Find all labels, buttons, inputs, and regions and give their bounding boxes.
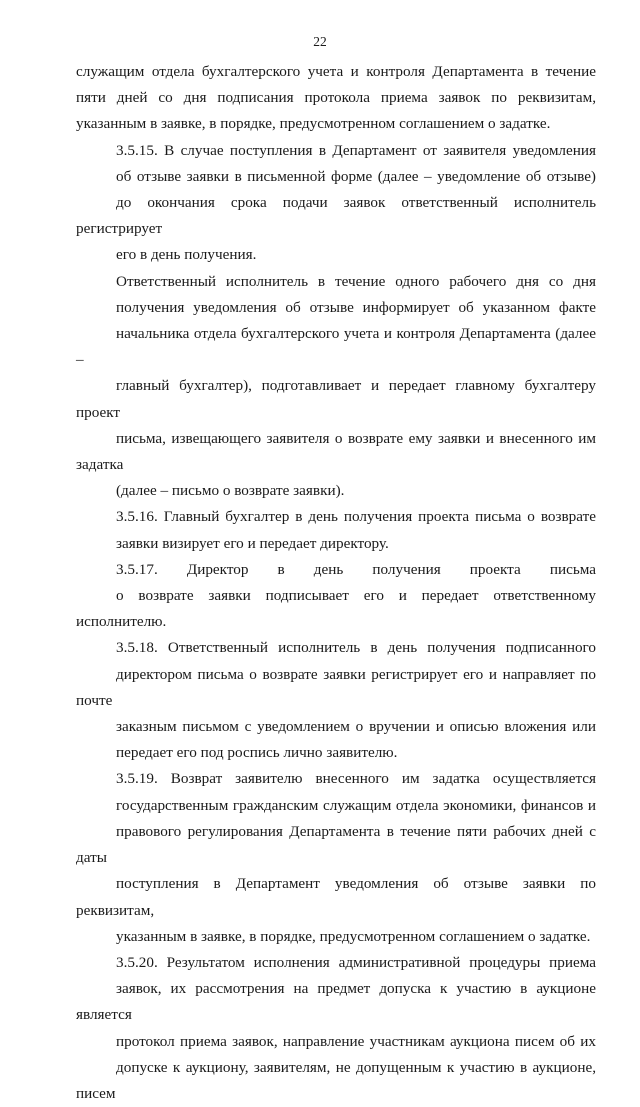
text-line: поступления в Департамент уведомления об отзыве заявки по реквизитам, xyxy=(76,875,596,919)
paragraph-continuation xyxy=(76,59,596,138)
text-line: главный бухгалтер), подготавливает и передает главному бухгалтеру проект xyxy=(76,377,596,421)
text-line: начальника отдела бухгалтерского учета и контроля Департамента (далее – xyxy=(76,325,596,369)
text-line: письма, извещающего заявителя о возврате ему заявки и внесенного им задатка xyxy=(76,429,596,474)
text-line: Ответственный исполнитель в течение одного рабочего дня со дня xyxy=(116,272,596,290)
text-line: правового регулирования Департамента в течение пяти рабочих дней с даты xyxy=(76,822,596,867)
body-text xyxy=(76,59,596,1107)
text-line: пяти дней со дня подписания протокола приема заявок по реквизитам, xyxy=(76,89,596,107)
text-line: протокол приема заявок, направление участникам аукциона писем об их xyxy=(116,1032,596,1050)
text-line: государственным гражданским служащим отдела экономики, финансов и xyxy=(116,796,596,814)
paragraph-3-5-20 xyxy=(76,950,596,1107)
paragraph-responsible-executor xyxy=(76,269,596,505)
text-line: (далее – письмо о возврате заявки). xyxy=(116,482,345,500)
text-line: получения уведомления об отзыве информирует об указанном факте xyxy=(116,298,596,316)
paragraph-3-5-18 xyxy=(76,635,596,766)
text-line: указанным в заявке, в порядке, предусмотренном соглашением о задатке. xyxy=(116,927,591,945)
text-line: до окончания срока подачи заявок ответственный исполнитель регистрирует xyxy=(76,194,596,238)
paragraph-3-5-17 xyxy=(76,557,596,636)
text-line: 3.5.15. В случае поступления в Департамент от заявителя уведомления xyxy=(116,141,596,159)
text-line: служащим отдела бухгалтерского учета и контроля Департамента в течение xyxy=(76,63,596,80)
text-line: 3.5.17. Директор в день получения проекта письма xyxy=(116,560,596,578)
text-line: допуске к аукциону, заявителям, не допущенным к участию в аукционе, писем xyxy=(76,1058,596,1102)
text-line: об отзыве заявки в письменной форме (далее – уведомление об отзыве) xyxy=(116,167,596,185)
text-line: заказным письмом с уведомлением о вручении и описью вложения или xyxy=(116,718,596,736)
paragraph-3-5-15 xyxy=(76,138,596,269)
text-line: указанным в заявке, в порядке, предусмотренном соглашением о задатке. xyxy=(76,115,551,133)
text-line: о возврате заявки подписывает его и передает ответственному исполнителю. xyxy=(76,587,596,631)
paragraph-3-5-19 xyxy=(76,766,596,949)
text-line: 3.5.20. Результатом исполнения административной процедуры приема xyxy=(116,953,596,971)
paragraph-3-5-16 xyxy=(76,504,596,556)
text-line: передает его под роспись лично заявителю. xyxy=(116,744,398,762)
text-line: его в день получения. xyxy=(116,246,257,264)
text-line: заявки визирует его и передает директору. xyxy=(116,534,389,552)
text-line: 3.5.18. Ответственный исполнитель в день получения подписанного xyxy=(116,639,596,657)
text-line: 3.5.16. Главный бухгалтер в день получения проекта письма о возврате xyxy=(116,508,596,526)
text-line: заявок, их рассмотрения на предмет допуска к участию в аукционе является xyxy=(76,980,596,1024)
text-line: директором письма о возврате заявки регистрирует его и направляет по почте xyxy=(76,665,596,709)
text-line: 3.5.19. Возврат заявителю внесенного им задатка осуществляется xyxy=(116,770,596,788)
page-number: 22 xyxy=(313,34,327,49)
